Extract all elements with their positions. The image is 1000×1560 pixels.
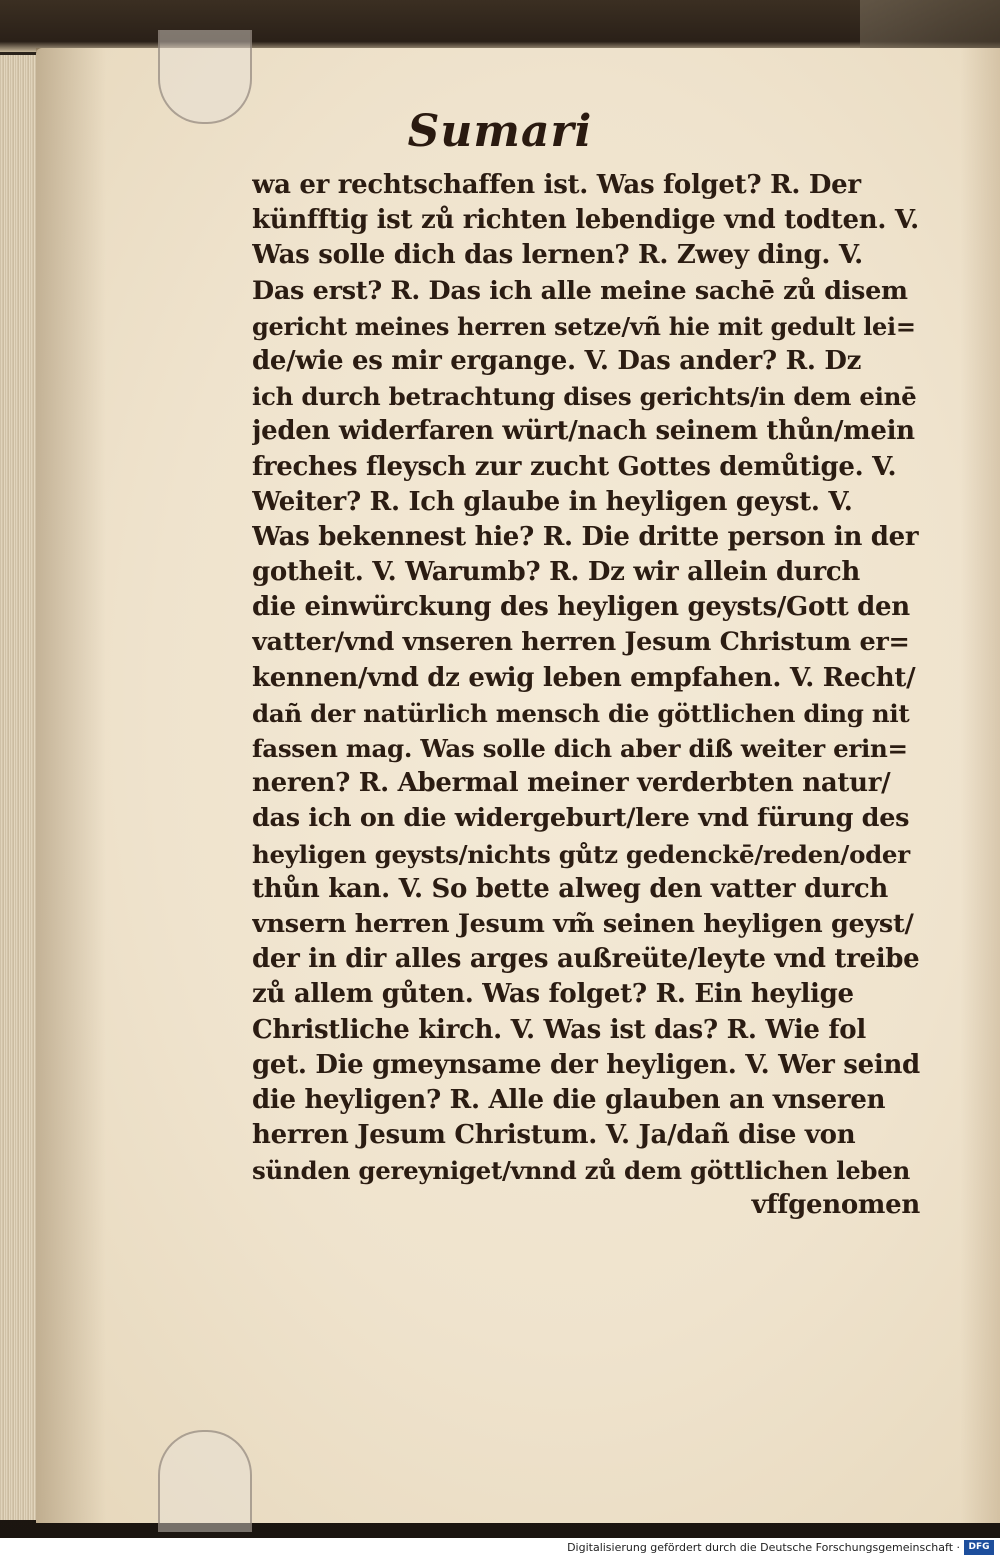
funding-credit: Digitalisierung gefördert durch die Deutsche Forschungsgemeinschaft ·	[567, 1541, 960, 1554]
gutter-shadow	[36, 48, 106, 1523]
text-line: get. Die gmeynsame der heyligen. V. Wer seind	[252, 1049, 920, 1080]
text-line: wa er rechtschaffen ist. Was folget? R. Der	[252, 170, 861, 200]
body-text	[252, 168, 920, 1224]
text-line: Das erst? R. Das ich alle meine sachē zů disem	[252, 275, 908, 306]
text-line: vnsern herren Jesum vm̃ seinen heyligen geyst/	[252, 908, 914, 939]
bottom-page-clip	[158, 1430, 252, 1532]
text-line: freches fleysch zur zucht Gottes demůtige. V.	[252, 451, 897, 482]
text-line: sünden gereyniget/vnnd zů dem göttlichen leben	[252, 1156, 910, 1186]
text-line: das ich on die widergeburt/lere vnd fürung des	[252, 803, 910, 834]
dfg-logo-icon: DFG	[964, 1540, 994, 1555]
text-line: Was bekennest hie? R. Die dritte person in der	[252, 521, 919, 552]
text-line: Was solle dich das lernen? R. Zwey ding. V.	[252, 240, 863, 271]
text-line: zů allem gůten. Was folget? R. Ein heylige	[252, 979, 854, 1010]
page-edge-shadow	[960, 48, 1000, 1523]
text-line: heyligen geysts/nichts gůtz gedenckē/reden/oder	[252, 839, 910, 869]
text-line: jeden widerfaren würt/nach seinem thůn/mein	[252, 416, 915, 447]
catchword: vffgenomen	[751, 1190, 920, 1221]
text-line: Christliche kirch. V. Was ist das? R. Wie fol	[252, 1014, 866, 1045]
text-line: gotheit. V. Warumb? R. Dz wir allein durch	[252, 557, 861, 588]
text-line: herren Jesum Christum. V. Ja/dañ dise von	[252, 1120, 856, 1151]
text-line: gericht meines herren setze/vñ hie mit gedult lei=	[252, 311, 916, 341]
text-line: vatter/vnd vnseren herren Jesum Christum er=	[252, 627, 910, 658]
text-line: thůn kan. V. So bette alweg den vatter durch	[252, 873, 889, 904]
text-line: die heyligen? R. Alle die glauben an vnseren	[252, 1084, 886, 1115]
running-heading: Sumari	[407, 106, 593, 157]
text-line: Weiter? R. Ich glaube in heyligen geyst. V.	[252, 486, 853, 517]
text-line: fassen mag. Was solle dich aber diß weiter erin=	[252, 734, 908, 763]
text-line: künfftig ist zů richten lebendige vnd todten. V.	[252, 205, 919, 236]
top-binding-strip	[0, 0, 1000, 52]
text-line: ich durch betrachtung dises gerichts/in dem einē	[252, 382, 917, 412]
text-line: kennen/vnd dz ewig leben empfahen. V. Recht/	[252, 662, 916, 693]
text-line: der in dir alles arges außreüte/leyte vnd treibe	[252, 944, 920, 975]
text-line: dañ der natürlich mensch die göttlichen ding nit	[252, 698, 910, 728]
text-line: die einwürckung des heyligen geysts/Gott den	[252, 592, 910, 623]
text-line: de/wie es mir ergange. V. Das ander? R. Dz	[252, 345, 862, 376]
text-line: neren? R. Abermal meiner verderbten natur/	[252, 768, 891, 799]
page-stack-edge	[0, 55, 39, 1520]
